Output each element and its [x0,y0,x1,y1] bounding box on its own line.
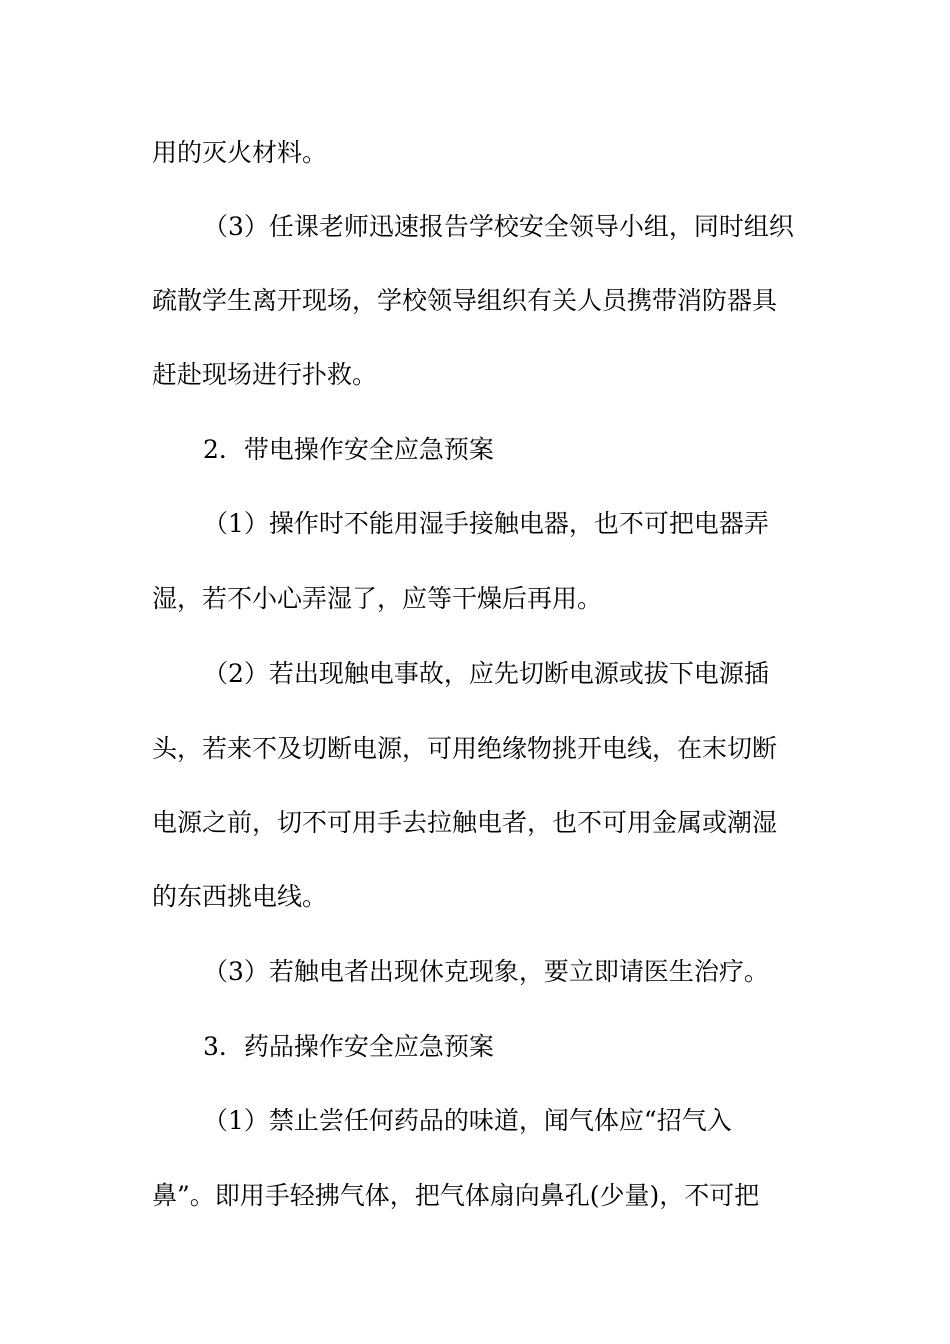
text-line: 的东西挑电线。 [152,882,328,911]
text-line: 疏散学生离开现场，学校领导组织有关人员携带消防器具 [152,286,778,315]
text-line: 赶赴现场进行扑救。 [152,360,378,389]
text-line: （1）禁止尝任何药品的味道，闻气体应“招气入 [203,1106,732,1135]
text-line: （1）操作时不能用湿手接触电器，也不可把电器弄 [203,509,769,538]
text-line: 用的灭火材料。 [152,138,328,167]
text-line: （3）任课老师迅速报告学校安全领导小组，同时组织 [203,212,794,241]
text-line: （2）若出现触电事故，应先切断电源或拔下电源插 [203,659,769,688]
text-line: （3）若触电者出现休克现象，要立即请医生治疗。 [203,957,769,986]
text-line: 电源之前，切不可用手去拉触电者，也不可用金属或潮湿 [152,808,778,837]
section-heading: 3．药品操作安全应急预案 [203,1032,494,1061]
section-heading: 2．带电操作安全应急预案 [203,435,494,464]
text-line: 湿，若不小心弄湿了，应等干燥后再用。 [152,584,603,613]
text-line: 头，若来不及切断电源，可用绝缘物挑开电线，在末切断 [152,734,778,763]
text-line: 鼻”。即用手轻拂气体，把气体扇向鼻孔(少量)，不可把 [152,1181,760,1210]
